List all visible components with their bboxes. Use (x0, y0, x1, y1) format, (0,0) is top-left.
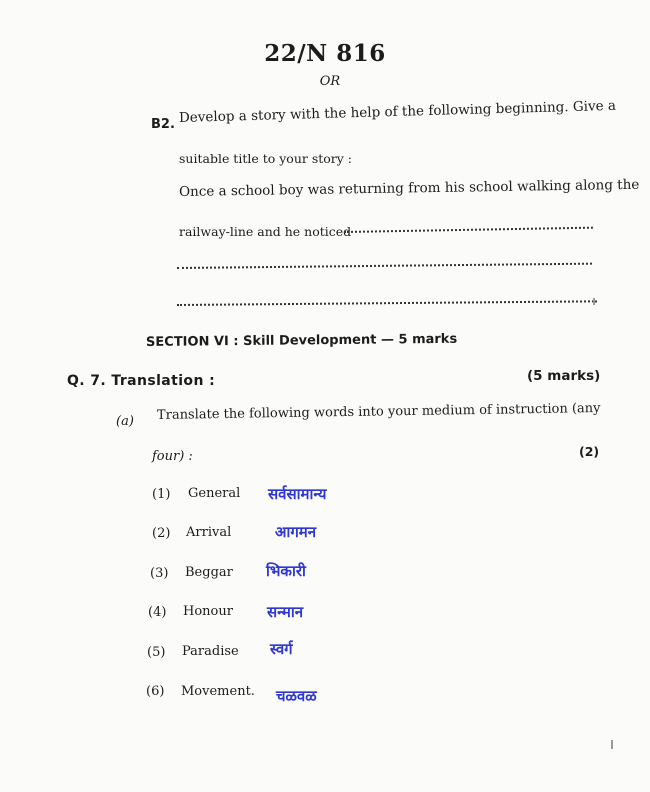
or-divider: OR (319, 74, 341, 89)
item-handwritten-translation: स्वर्ग (270, 640, 293, 658)
item-number: (5) (147, 645, 166, 660)
item-number: (1) (152, 487, 171, 502)
stray-mark (593, 298, 595, 305)
b2-text-line-3: Once a school boy was returning from his school walking along the (178, 176, 640, 200)
question-b2-label: B2. (151, 117, 175, 132)
item-english-word: Paradise (182, 644, 239, 659)
item-number: (6) (146, 684, 165, 699)
item-number: (4) (148, 605, 167, 620)
part-a-instruction-line-2: four) : (152, 449, 193, 464)
answer-dotted-line-3 (177, 300, 597, 306)
part-a-label: (a) (116, 414, 134, 429)
b2-text-line-1: Develop a story with the help of the following beginning. Give a (178, 97, 617, 126)
section-title: SECTION VI : Skill Development — 5 marks (145, 331, 458, 350)
item-handwritten-translation: चळवळ (276, 687, 317, 705)
item-handwritten-translation: सन्मान (267, 603, 304, 621)
item-number: (3) (150, 566, 169, 581)
item-number: (2) (152, 526, 171, 541)
stray-mark (611, 740, 613, 749)
item-english-word: Arrival (186, 525, 232, 540)
item-handwritten-translation: सर्वसामान्य (268, 485, 327, 503)
question-7-title: Q. 7. Translation : (67, 373, 216, 389)
item-handwritten-translation: भिकारी (266, 562, 306, 580)
item-english-word: Beggar (185, 565, 233, 580)
answer-dotted-line-2 (177, 263, 592, 269)
item-english-word: General (188, 486, 241, 501)
paper-code: 22/N 816 (264, 40, 386, 67)
part-a-instruction-line-1: Translate the following words into your medium of instruction (any (156, 401, 601, 423)
item-english-word: Movement. (181, 684, 255, 699)
answer-dotted-line-1 (344, 227, 593, 233)
question-7-marks: (5 marks) (527, 368, 601, 384)
item-handwritten-translation: आगमन (275, 523, 317, 541)
part-a-marks: (2) (579, 444, 600, 459)
b2-text-line-4: railway-line and he noticed (179, 224, 352, 239)
b2-text-line-2: suitable title to your story : (179, 151, 353, 166)
item-english-word: Honour (183, 604, 233, 619)
